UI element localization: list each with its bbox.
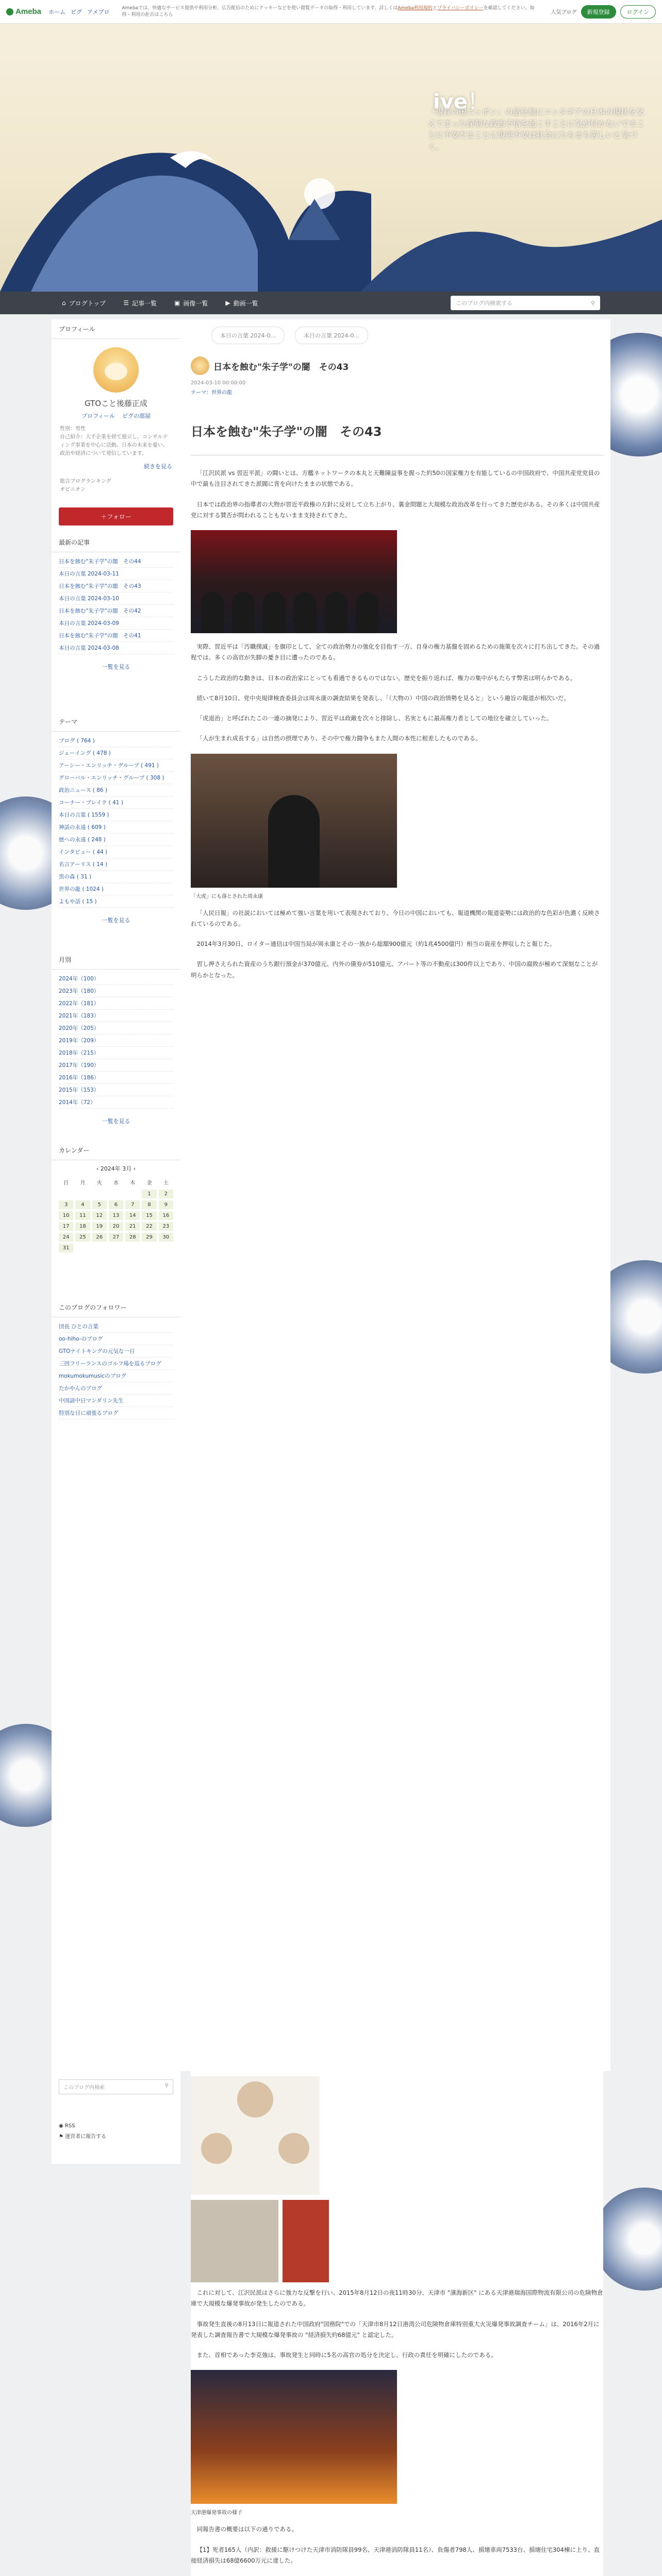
article-date: 2024-03-10 00:00:00	[191, 380, 246, 386]
nav-video-list[interactable]: ▶ 動画一覧	[225, 299, 258, 307]
list-item[interactable]: 世界の龍 ( 1024 )	[59, 883, 173, 895]
list-item[interactable]: 日本を蝕む"朱子学"の闇 その44	[59, 555, 173, 568]
list-item[interactable]: 2020年（205）	[59, 1022, 173, 1035]
list-item[interactable]: たかやんのブログ	[59, 1382, 173, 1395]
paragraph: 「江沢民派 vs 習近平派」の闘いとは、方艦ネットワークの本丸と天難陳益事を握った約50の国家権力を有能しているの中国政府で、中国共産党党員の中で最も注目されてきた派閥に背を向けたままの状態である。	[191, 469, 600, 488]
paragraph: 続いて8月10日、党中央規律検査委員会は周永康の調査結果を発表し、「（大物の）中国の政治情勢を見ると」という趣旨の報道が相次いだ。	[196, 694, 570, 702]
list-item[interactable]: 2014年（72）	[59, 1096, 173, 1109]
photo-row	[191, 2200, 603, 2282]
list-item[interactable]: ジェーイング ( 478 )	[59, 747, 173, 759]
list-item[interactable]: 2018年（215）	[59, 1047, 173, 1059]
followers-heading: このブログのフォロワー	[52, 1298, 180, 1317]
video-icon: ▶	[225, 299, 230, 307]
calendar-day[interactable]: 4	[75, 1200, 90, 1209]
explosion-photo	[191, 2370, 397, 2504]
list-item[interactable]: インタビュー ( 44 )	[59, 846, 173, 858]
calendar-day	[75, 1190, 90, 1198]
pigg-room-tab[interactable]: ピグの部屋	[122, 413, 151, 419]
list-item[interactable]: 2016年（186）	[59, 1072, 173, 1084]
archive-more-link[interactable]: 一覧を見る	[102, 1118, 130, 1125]
sidebar	[52, 319, 180, 1422]
blog-navigation	[0, 292, 662, 314]
nav-blog-top[interactable]: ⌂ ブログトップ	[62, 299, 106, 307]
prev-article-link[interactable]: 本日の言葉 2024-0...	[211, 327, 285, 344]
list-item[interactable]: 2019年（209）	[59, 1035, 173, 1047]
rss-icon: ◉	[59, 2123, 65, 2129]
home-icon: ⌂	[62, 299, 66, 307]
calendar-day	[59, 1190, 73, 1198]
calendar-day	[125, 1190, 140, 1198]
search-icon[interactable]: ⚲	[164, 2083, 169, 2089]
list-item[interactable]: 三回フリーランスのゴルフ場を巡るブログ	[59, 1358, 173, 1370]
article-photo-2	[191, 754, 397, 888]
list-item[interactable]: 政治ニュース ( 86 )	[59, 784, 173, 796]
nav-home[interactable]: ホーム	[48, 8, 66, 15]
calendar-day[interactable]: 23	[159, 1222, 173, 1231]
list-item[interactable]: 名言アーリス ( 14 )	[59, 858, 173, 871]
paragraph: 日本では政治界の指導者の大物が習近平政権の方針に反対して立ち上がり、裏金問題と大規模な政治改革を行ってきた歴史がある。その多くは中国共産党に対する賛否が問われることもないまま支持されてきた。	[191, 500, 600, 519]
calendar-day[interactable]: 20	[109, 1222, 123, 1231]
list-item[interactable]: 歴への永遠 ( 248 )	[59, 834, 173, 846]
article-continuation	[191, 2071, 603, 2576]
ameba-logo[interactable]: Ameba	[6, 7, 41, 16]
calendar-day[interactable]: 14	[125, 1211, 140, 1220]
great-wave-illustration	[0, 24, 662, 292]
calendar-day[interactable]: 26	[92, 1233, 107, 1242]
calendar-day[interactable]: 8	[142, 1200, 156, 1209]
calendar-day[interactable]: 7	[125, 1200, 140, 1209]
list-item[interactable]: 日本を蝕む"朱子学"の闇 その41	[59, 630, 173, 642]
magazine-cover	[283, 2200, 329, 2282]
sidebar-search-input[interactable]: このブログ内検索 ⚲	[59, 2079, 173, 2094]
list-item[interactable]: 黒の森 ( 31 )	[59, 871, 173, 883]
infographic	[191, 2076, 603, 2195]
list-item[interactable]: 2015年（153）	[59, 1084, 173, 1096]
sidebar-lower	[52, 2071, 180, 2164]
banner-title: ive！	[433, 90, 488, 114]
next-month-icon[interactable]: ›	[131, 1165, 136, 1172]
weekday-label: 木	[130, 1180, 136, 1186]
read-more-link[interactable]: 続きを見る	[144, 463, 172, 470]
profile-name[interactable]: GTOこと後藤正成	[84, 399, 148, 408]
calendar-day[interactable]: 5	[92, 1200, 107, 1209]
photo-caption: 天津港爆発事故の様子	[191, 2510, 242, 2516]
theme-heading: テーマ	[52, 712, 180, 732]
author-icon[interactable]	[191, 357, 209, 375]
theme-more-link[interactable]: 一覧を見る	[102, 917, 130, 924]
calendar-day[interactable]: 10	[59, 1211, 73, 1220]
list-item[interactable]: 日本を蝕む"朱子学"の闇 その42	[59, 605, 173, 617]
list-item[interactable]: mokumokumusicのブログ	[59, 1370, 173, 1382]
list-item[interactable]: ブログ ( 764 )	[59, 735, 173, 747]
calendar-day[interactable]: 24	[59, 1233, 73, 1242]
report-link[interactable]: ⚑ 運営者に報告する	[59, 2134, 107, 2140]
list-item[interactable]: 本日の言葉 ( 1559 )	[59, 809, 173, 821]
followers-list	[52, 1317, 180, 1422]
calendar-day[interactable]: 16	[159, 1211, 173, 1220]
theme-list	[52, 732, 180, 911]
top-nav	[48, 8, 109, 16]
article-title: 日本を蝕む"朱子学"の闇 その43	[191, 411, 603, 455]
calendar-day[interactable]: 19	[92, 1222, 107, 1231]
weekday-label: 火	[96, 1180, 102, 1186]
next-article-link[interactable]: 本日の言葉 2024-0...	[295, 327, 368, 344]
blog-banner	[0, 24, 662, 292]
article	[191, 319, 603, 990]
paragraph: 実際、習近平は「汚職撲滅」を旗印として、全ての政治勢力の強化を目指す一方、自身の権力基盤を固めるための施策を次々に打ち出してきた。その過程では、多くの高官が失脚の憂き目に遭ったのである。	[191, 643, 600, 662]
calendar-day[interactable]: 11	[75, 1211, 90, 1220]
calendar-day[interactable]: 3	[59, 1200, 73, 1209]
calendar	[52, 1160, 180, 1257]
list-item[interactable]: アーシー・エンリッチ・グループ ( 491 )	[59, 759, 173, 772]
article-theme[interactable]: テーマ：世界の龍	[191, 390, 232, 396]
calendar-day[interactable]: 21	[125, 1222, 140, 1231]
weekday-label: 水	[113, 1180, 119, 1186]
signup-button[interactable]: 新規登録	[581, 5, 616, 19]
calendar-grid	[59, 1177, 173, 1252]
profile-card	[52, 339, 180, 502]
blog-search-input[interactable]: このブログ内検索する ⚲	[451, 296, 600, 310]
list-item[interactable]: 神話の永遠 ( 609 )	[59, 821, 173, 834]
nav-article-list[interactable]: ☰ 記事一覧	[123, 299, 157, 307]
weekday-label: 月	[80, 1180, 86, 1186]
paragraph: 2014年3月30日、ロイター通信は中国当局が周永康とその一族から総額900億元（約1兆4500億円）相当の資産を押収したと報じた。	[196, 940, 556, 948]
list-item[interactable]: GTOナイトキングの元気な一日	[59, 1345, 173, 1358]
ranking-link[interactable]: 人気ブログ	[551, 10, 577, 15]
calendar-day[interactable]: 6	[109, 1200, 123, 1209]
article-title-small[interactable]: 日本を蝕む"朱子学"の闇 その43	[213, 362, 349, 372]
calendar-day[interactable]: 15	[142, 1211, 156, 1220]
photo-caption: 「大虎」にも落とされた周永康	[191, 893, 263, 900]
list-item[interactable]: コーナー・ブレイク ( 41 )	[59, 796, 173, 809]
calendar-day[interactable]: 22	[142, 1222, 156, 1231]
privacy-link[interactable]: プライバシーポリシー	[437, 5, 484, 11]
recent-list	[52, 552, 180, 657]
archive-list	[52, 970, 180, 1112]
list-item[interactable]: 2017年（190）	[59, 1059, 173, 1072]
image-icon: ▣	[174, 299, 180, 307]
list-item[interactable]: 2022年（181）	[59, 997, 173, 1010]
rss-link[interactable]: ◉ RSS	[59, 2123, 75, 2129]
list-item[interactable]: 2023年（180）	[59, 985, 173, 997]
list-item[interactable]: グローバル・エンリッチ・グループ ( 308 )	[59, 772, 173, 784]
search-icon[interactable]: ⚲	[590, 299, 595, 307]
calendar-day[interactable]: 18	[75, 1222, 90, 1231]
list-item[interactable]: 本日の言葉 2024-03-11	[59, 568, 173, 580]
terms-link[interactable]: Ameba利用規約	[398, 5, 433, 11]
profile-heading: プロフィール	[52, 319, 180, 339]
list-item[interactable]: 日本を蝕む"朱子学"の闇 その43	[59, 580, 173, 592]
cookie-notice: Amebaでは、快適なサービス提供や利用分析、広告配信のためにクッキーなどを使い閲覧データの取得・利用しています。詳しくはAmeba利用規約とプライバシーポリシーを確認してください。取得・利用の拒否はこちら	[122, 5, 535, 18]
avatar[interactable]	[93, 347, 139, 393]
calendar-month: 2024年 3月	[100, 1165, 132, 1172]
paragraph: 習し押さえられた資産のうち銀行預金が370億元、内外の債券が510億元、アパート等の不動産は300件以上であり、中国の腐敗が極めて深刻なことが明らかとなった。	[191, 960, 598, 979]
paragraph: これに対して、江沢民派はさらに強力な反撃を行い、2015年8月12日の夜11時30分、天津市 "濱海新区" にある天津港瑞海国際物流有限公司の危険物倉庫で大規模な爆発事故が発生したのである。	[191, 2289, 603, 2308]
global-header	[0, 0, 662, 24]
nav-ameblo[interactable]: アメブロ	[87, 8, 110, 15]
paragraph: 「虎退治」と呼ばれたこの一連の摘発により、習近平は政敵を次々と排除し、名実ともに最高権力者としての地位を確立していった。	[196, 715, 553, 722]
banner-description: 「現在の国ニッポン」の話を軸にコンタギアの日本の現状を交えてまった深刻な政治不信を起こすことに気が付かないでまことに不安だまことに現実不安は社会にたちまち苦しいと気づく。	[428, 107, 645, 151]
paragraph: 事故発生直後の8月13日に報道された中国政府"国務院"での「天津市8月12日港湾公司危険物倉庫特別重大火災爆発事故調査チーム」は、2016年2月に発表した調査報告書で大規模な爆発事故の "経済損失約68億元" と認定した。	[191, 2320, 600, 2338]
weekday-label: 土	[163, 1180, 169, 1186]
recent-heading: 最新の記事	[52, 533, 180, 552]
paragraph: 「人が生まれ成長する」は自然の摂理であり、その中で権力闘争もまた人間の本性に根差したものである。	[196, 735, 482, 742]
list-icon: ☰	[123, 299, 129, 307]
rank-label[interactable]: 総合ブログランキング	[60, 479, 111, 484]
list-item[interactable]: 特別な日に頑張るブログ	[59, 1407, 173, 1419]
calendar-day[interactable]: 27	[109, 1233, 123, 1242]
recent-more-link[interactable]: 一覧を見る	[102, 664, 130, 670]
profile-gender: 性別：男性	[60, 426, 86, 432]
paragraph: 同報告書の概要は以下の通りである。	[196, 2526, 297, 2533]
ameba-logo-icon	[6, 8, 13, 15]
login-button[interactable]: ログイン	[620, 5, 656, 19]
article-photo-3	[191, 2200, 278, 2282]
profile-tab[interactable]: プロフィール	[81, 413, 115, 419]
genre-label[interactable]: オピニオン	[60, 487, 86, 493]
prev-month-icon[interactable]: ‹	[96, 1165, 101, 1172]
list-item[interactable]: oo-hiho-のブログ	[59, 1333, 173, 1345]
list-item[interactable]: 本日の言葉 2024-03-09	[59, 617, 173, 630]
paragraph: また、首相であった李克強は、事故発生と同時に5名の高官の処分を決定し、行政の責任を明確にしたのである。	[196, 2351, 497, 2359]
article-photo-1	[191, 530, 397, 633]
paragraph: こうした政治的な動きは、日本の政治家にとっても看過できるものではない。歴史を振り返れば、権力の集中がもたらす弊害は明らかである。	[196, 674, 576, 682]
profile-intro: 自己紹介：大手企業を経て独立し、コンサルティング事業を中心に活動。日本の未来を憂い、政治や経済について発信しています。	[60, 434, 168, 456]
list-item[interactable]: 2021年（183）	[59, 1010, 173, 1022]
org-chart-image	[191, 2076, 320, 2195]
nav-pigg[interactable]: ピグ	[71, 8, 82, 15]
list-item[interactable]: 団長 ひとの言葉	[59, 1320, 173, 1333]
calendar-day[interactable]: 12	[92, 1211, 107, 1220]
calendar-day[interactable]: 1	[142, 1190, 156, 1198]
weekday-label: 金	[146, 1180, 152, 1186]
main-container	[52, 319, 610, 2071]
calendar-day	[92, 1190, 107, 1198]
calendar-day[interactable]: 9	[159, 1200, 173, 1209]
pager	[191, 319, 603, 351]
list-item[interactable]: 本日の言葉 2024-03-10	[59, 592, 173, 605]
calendar-day[interactable]: 28	[125, 1233, 140, 1242]
archive-heading: 月別	[52, 950, 180, 970]
list-item[interactable]: よもや話 ( 15 )	[59, 895, 173, 908]
calendar-day[interactable]: 17	[59, 1222, 73, 1231]
calendar-day[interactable]: 25	[75, 1233, 90, 1242]
article-header	[191, 351, 603, 380]
flag-icon: ⚑	[59, 2134, 65, 2140]
list-item[interactable]: 中国語中日マンダリン先生	[59, 1395, 173, 1407]
follow-button[interactable]: ＋フォロー	[59, 507, 173, 526]
nav-image-list[interactable]: ▣ 画像一覧	[174, 299, 208, 307]
calendar-day	[109, 1190, 123, 1198]
calendar-day[interactable]: 29	[142, 1233, 156, 1242]
calendar-day[interactable]: 30	[159, 1233, 173, 1242]
calendar-day[interactable]: 2	[159, 1190, 173, 1198]
header-actions	[551, 5, 656, 19]
calendar-day[interactable]: 13	[109, 1211, 123, 1220]
paragraph: 【1】死者165人（内訳：救援に駆けつけた天津市消防隊員99名、天津港消防隊員11名）、負傷者798人、損壊車両7533台、損壊住宅304棟に上り、直接経済損失は68億6600万元に達した。	[191, 2546, 600, 2564]
list-item[interactable]: 本日の言葉 2024-03-08	[59, 642, 173, 654]
calendar-day[interactable]: 31	[59, 1244, 73, 1252]
paragraph: 「人民日報」の社説においては極めて強い言葉を用いて表現されており、今日の中国においても、報道機関の報道姿勢には政治的な色彩が色濃く反映されているのである。	[191, 909, 600, 927]
list-item[interactable]: 2024年（100）	[59, 973, 173, 985]
calendar-heading: カレンダー	[52, 1141, 180, 1160]
weekday-label: 日	[63, 1180, 69, 1186]
